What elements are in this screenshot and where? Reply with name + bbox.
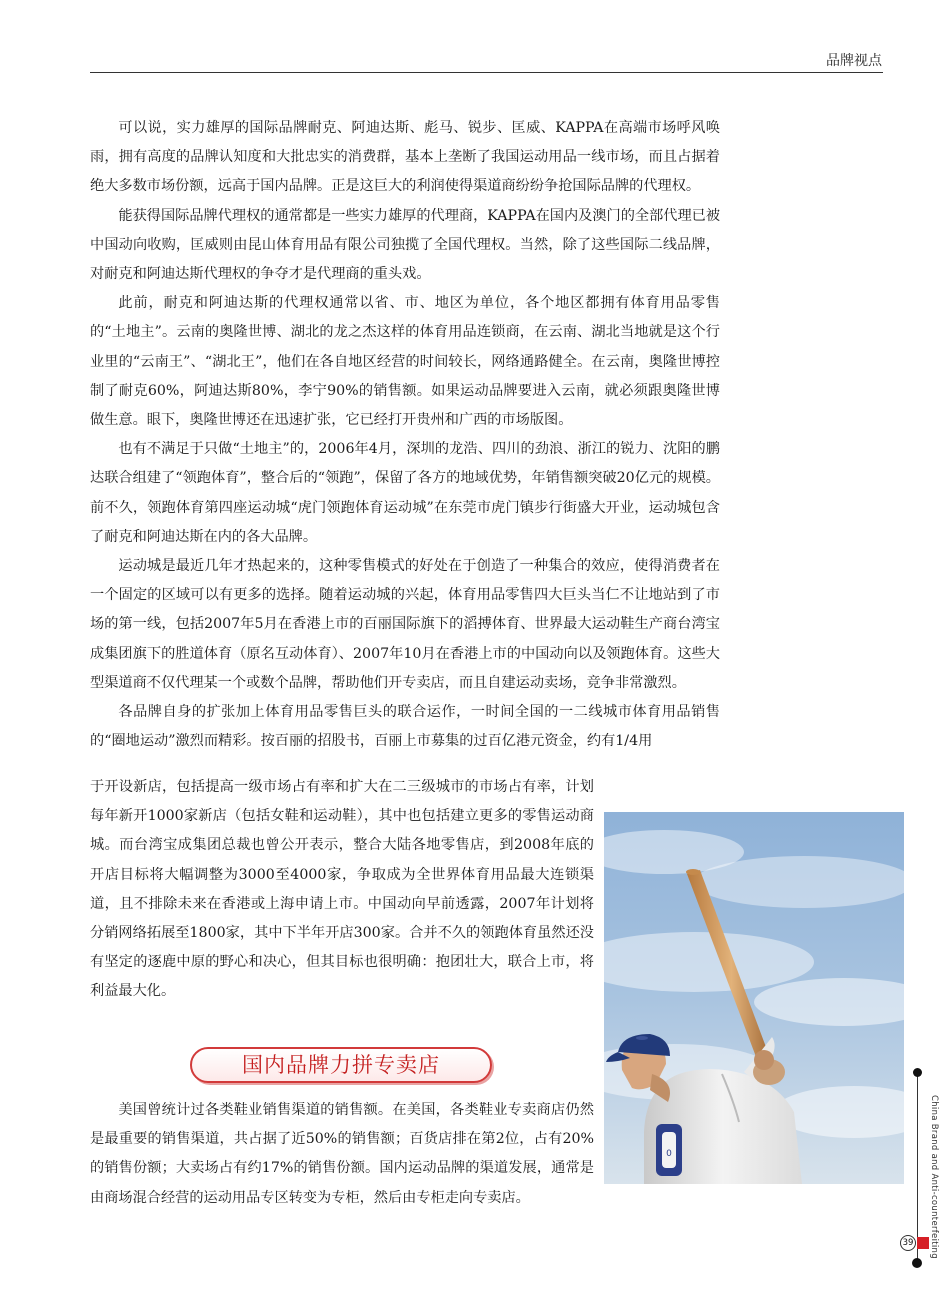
jersey-number-text: 0 xyxy=(666,1149,672,1159)
header-divider xyxy=(90,72,883,73)
article-body-continued xyxy=(90,773,594,1007)
paragraph-6-continued: 于开设新店，包括提高一级市场占有率和扩大在二三级城市的市场占有率，计划每年新开1000家新店（包括女鞋和运动鞋），其中也包括建立更多的零售运动商城。而台湾宝成集团总裁也曾公开表示，整合大陆各地零售店，到2008年底的开店目标将大幅调整为3000至4000家，争取成为全世界体育用品最大连锁渠道，且不排除未来在香港或上海申请上市。中国动向早前透露，2007年计划将分销网络拓展至1800家，其中下半年开店300家。合并不久的领跑体育虽然还没有坚定的逐鹿中原的野心和决心，但其目标也很明确：抱团壮大，联合上市，将利益最大化。 xyxy=(90,779,594,1000)
margin-rule xyxy=(917,1074,918,1264)
section-heading-badge xyxy=(190,1047,492,1083)
paragraph-3: 此前，耐克和阿迪达斯的代理权通常以省、市、地区为单位，各个地区都拥有体育用品零售的“土地主”。云南的奥隆世博、湖北的龙之杰这样的体育用品连锁商，在云南、湖北当地就是这个行业里的“云南王”、“湖北王”，他们在各自地区经营的时间较长，网络通路健全。在云南，奥隆世博控制了耐克60%，阿迪达斯80%，李宁90%的销售额。如果运动品牌要进入云南，就必须跟奥隆世博做生意。眼下，奥隆世博还在迅速扩张，它已经打开贵州和广西的市场版图。 xyxy=(90,295,720,429)
paragraph-1: 可以说，实力雄厚的国际品牌耐克、阿迪达斯、彪马、锐步、匡威、KAPPA在高端市场呼风唤雨，拥有高度的品牌认知度和大批忠实的消费群，基本上垄断了我国运动用品一线市场，而且占据着绝大多数市场份额，远高于国内品牌。正是这巨大的利润使得渠道商纷纷争抢国际品牌的代理权。 xyxy=(90,120,720,195)
paragraph-5: 运动城是最近几年才热起来的，这种零售模式的好处在于创造了一种集合的效应，使得消费者在一个固定的区域可以有更多的选择。随着运动城的兴起，体育用品零售四大巨头当仁不让地站到了市场的第一线，包括2007年5月在香港上市的百丽国际旗下的滔搏体育、世界最大运动鞋生产商台湾宝成集团旗下的胜道体育（原名互动体育）、2007年10月在香港上市的中国动向以及领跑体育。这些大型渠道商不仅代理某一个或数个品牌，帮助他们开专卖店，而且自建运动卖场，竞争非常激烈。 xyxy=(90,558,720,691)
paragraph-6: 各品牌自身的扩张加上体育用品零售巨头的联合运作，一时间全国的一二线城市体育用品销售的“圈地运动”激烈而精彩。按百丽的招股书，百丽上市募集的过百亿港元资金，约有1/4用 xyxy=(90,704,720,750)
margin-dot-top xyxy=(913,1068,922,1077)
page-marker-square xyxy=(917,1237,929,1249)
section-title: 品牌视点 xyxy=(826,53,882,69)
page-number: 39 xyxy=(900,1235,916,1251)
section-body xyxy=(90,1096,594,1213)
section-heading-text: 国内品牌力拼专卖店 xyxy=(242,1053,440,1077)
baseball-player-photo xyxy=(604,812,904,1184)
magazine-side-credit: China Brand and Anti-counterfeiting xyxy=(929,1095,939,1259)
margin-dot-bottom xyxy=(912,1258,922,1268)
paragraph-4: 也有不满足于只做“土地主”的，2006年4月，深圳的龙浩、四川的劲浪、浙江的锐力、沈阳的鹏达联合组建了“领跑体育”，整合后的“领跑”，保留了各方的地域优势，年销售额突破20亿元的规模。前不久，领跑体育第四座运动城“虎门领跑体育运动城”在东莞市虎门镇步行街盛大开业，运动城包含了耐克和阿迪达斯在内的各大品牌。 xyxy=(90,441,720,545)
article-body xyxy=(90,114,720,756)
section-paragraph: 美国曾统计过各类鞋业销售渠道的销售额。在美国，各类鞋业专卖商店仍然是最重要的销售渠道，共占据了近50%的销售额；百货店排在第2位，占有20%的销售份额；大卖场占有约17%的销售份额。国内运动品牌的渠道发展，通常是由商场混合经营的运动用品专区转变为专柜，然后由专柜走向专卖店。 xyxy=(90,1102,594,1206)
baseball-photo-illustration xyxy=(604,812,904,1184)
jersey-number xyxy=(656,1124,682,1176)
paragraph-2: 能获得国际品牌代理权的通常都是一些实力雄厚的代理商，KAPPA在国内及澳门的全部代理已被中国动向收购，匡威则由昆山体育用品有限公司独揽了全国代理权。当然，除了这些国际二线品牌，对耐克和阿迪达斯代理权的争夺才是代理商的重头戏。 xyxy=(90,207,721,283)
